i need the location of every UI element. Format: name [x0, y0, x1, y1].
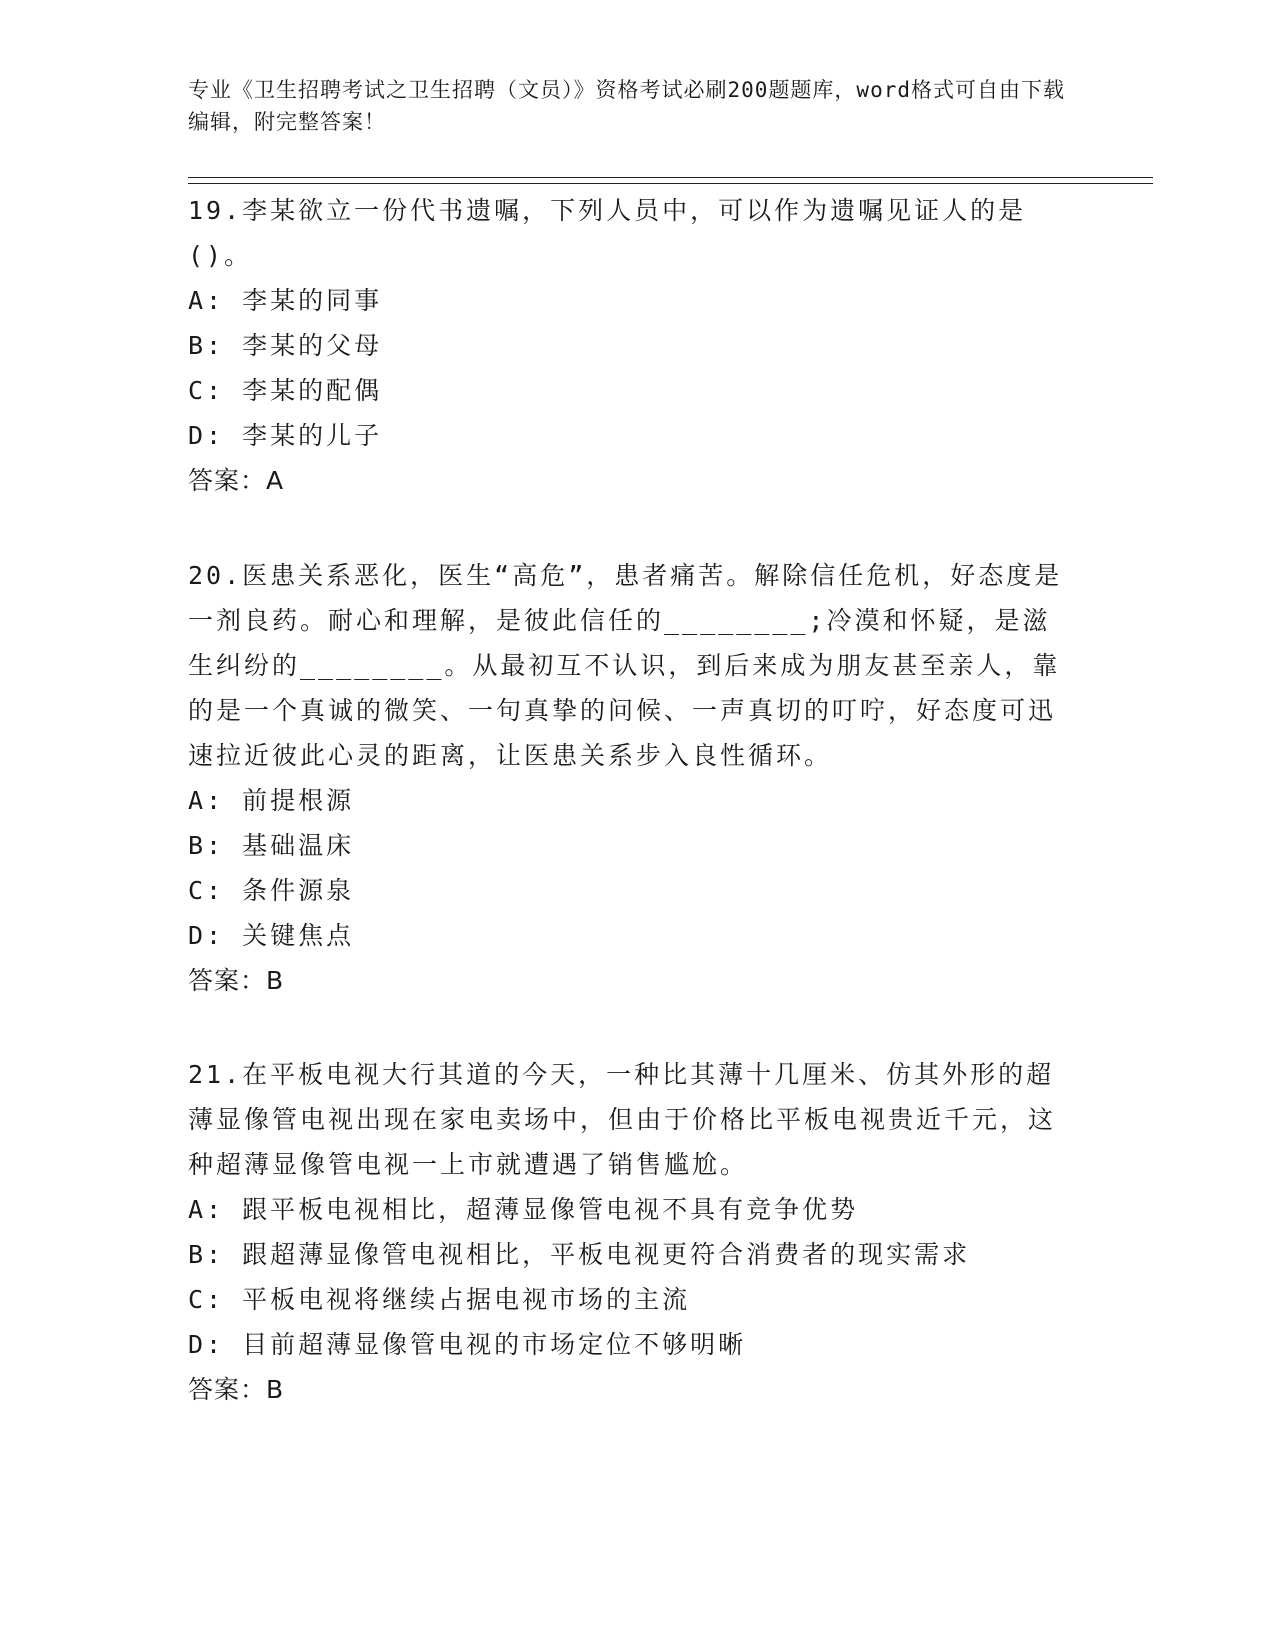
- option-list: [188, 278, 1078, 458]
- option-list: [188, 1187, 1078, 1367]
- option-b: B: 跟超薄显像管电视相比，平板电视更符合消费者的现实需求: [188, 1240, 971, 1269]
- answer-line: 答案：A: [188, 466, 285, 495]
- option-c: C: 条件源泉: [188, 876, 355, 905]
- option-c: C: 李某的配偶: [188, 376, 383, 405]
- header-divider-top: [188, 177, 1153, 178]
- question-19: [188, 188, 1078, 503]
- option-a: A: 跟平板电视相比，超薄显像管电视不具有竞争优势: [188, 1195, 859, 1224]
- option-d: D: 李某的儿子: [188, 421, 383, 450]
- answer-line: 答案：B: [188, 1375, 285, 1404]
- option-b: B: 基础温床: [188, 831, 355, 860]
- question-stem: 21.在平板电视大行其道的今天，一种比其薄十几厘米、仿其外形的超薄显像管电视出现在家电卖场中，但由于价格比平板电视贵近千元，这种超薄显像管电视一上市就遭遇了销售尴尬。: [188, 1060, 1057, 1179]
- question-stem: 19.李某欲立一份代书遗嘱，下列人员中，可以作为遗嘱见证人的是()。: [188, 196, 1027, 270]
- option-c: C: 平板电视将继续占据电视市场的主流: [188, 1285, 691, 1314]
- option-a: A: 前提根源: [188, 786, 355, 815]
- answer-line: 答案：B: [188, 966, 285, 995]
- header-divider-bottom: [188, 183, 1153, 184]
- option-d: D: 关键焦点: [188, 921, 355, 950]
- question-20: [188, 553, 1078, 1003]
- question-stem: 20.医患关系恶化，医生“高危”，患者痛苦。解除信任危机，好态度是一剂良药。耐心和理解，是彼此信任的________;冷漠和怀疑，是滋生纠纷的________。从最初互不认识，到后来成为朋友甚至亲人，靠的是一个真诚的微笑、一句真挚的问候、一声真切的叮咛，好态度可迅速拉近彼此心灵的距离，让医患关系步入良性循环。: [188, 561, 1063, 770]
- option-list: [188, 778, 1078, 958]
- option-b: B: 李某的父母: [188, 331, 383, 360]
- option-d: D: 目前超薄显像管电视的市场定位不够明晰: [188, 1330, 747, 1359]
- question-21: [188, 1052, 1078, 1412]
- option-a: A: 李某的同事: [188, 286, 383, 315]
- document-header: 专业《卫生招聘考试之卫生招聘（文员）》资格考试必刷200题题库，word格式可自由下载编辑，附完整答案！: [188, 78, 1065, 134]
